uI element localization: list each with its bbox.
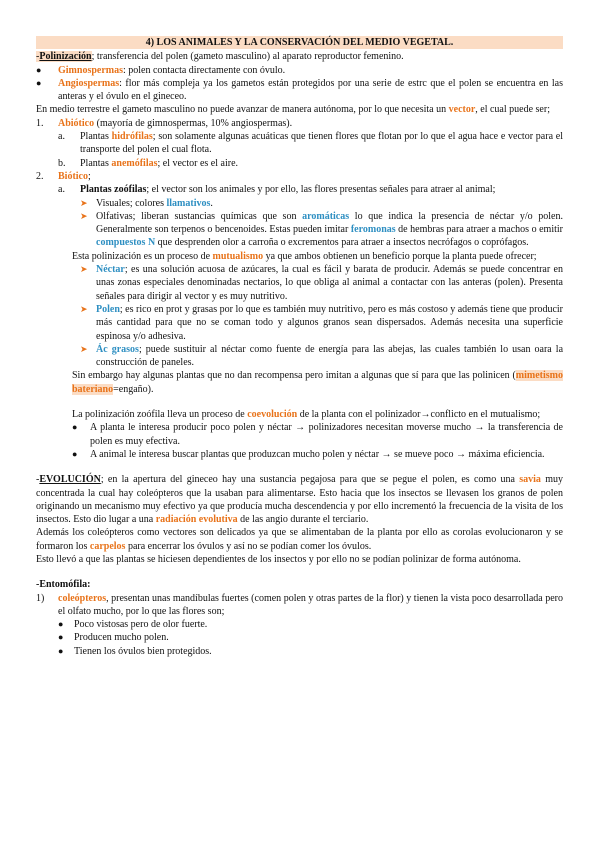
radiation-term: radiación evolutiva	[155, 514, 238, 526]
dependence-paragraph: Esto llevó a que las plantas se hiciesen dependientes de los insectos y por ello no se podían polinizar de forma autónoma.	[36, 553, 521, 565]
arrowhead-icon: ➤	[80, 197, 88, 208]
angiosperm-term: Angiospermas	[58, 77, 120, 89]
evolution-term: EVOLUCIÓN	[39, 474, 101, 486]
zoophilous-term: Plantas zoófilas	[80, 184, 147, 196]
pollination-dash: -	[36, 51, 40, 63]
animal-interest-item: ● A animal le interesa buscar plantas que produzcan mucho polen y néctar → se mueve poco → máxima eficiencia.	[72, 448, 545, 460]
deception-paragraph: Sin embargo hay algunas plantas que no dan recompensa pero imitan a algunas que sí para que las polinicen (mimetismo bateriano=engaño).	[72, 370, 563, 395]
bullet-dot-icon: ●	[72, 422, 78, 433]
gymnosperm-text: : polen contacta directamente con óvulo.	[123, 64, 286, 76]
nectar-term: Néctar	[96, 264, 125, 276]
plant-interest-item: ● A planta le interesa producir poco polen y néctar → polinizadores necesitan moverse mucho → la transferencia de polen es muy efectiva.	[72, 422, 563, 447]
hydrophilous-item: a. Plantas hidrófilas; son solamente algunas acuáticas que tienen flores que flotan por lo que el agua hace e vector para el transporte del polen el cual flota.	[58, 131, 563, 156]
beetles-item: 1) coleópteros, presentan unas mandíbulas fuertes (comen polen y otras partes de la flor) y tienen la vista poco desarrollada pero el olfato mucho, por lo que las flores son;	[36, 592, 563, 617]
arrowhead-icon: ➤	[80, 303, 88, 314]
biotic-term: Biótico	[58, 170, 88, 182]
abiotic-item: 1. Abiótico (mayoría de gimnospermas, 10% angiospermas).	[36, 117, 293, 129]
vector-paragraph: En medio terrestre el gameto masculino no puede avanzar de manera autónoma, por lo que necesita un vector, el cual puede ser;	[36, 104, 550, 116]
bullet-dot-icon: ●	[58, 619, 64, 630]
biotic-item: 2. Biótico;	[36, 170, 91, 182]
coevolution-term: coevolución	[247, 409, 298, 421]
carpels-term: carpelos	[89, 540, 126, 552]
bullet-dot-icon: ●	[36, 64, 42, 75]
list-letter: a.	[58, 131, 65, 143]
coevolution-paragraph: La polinización zoófila lleva un proceso de coevolución de la planta con el polinizador→conflicto en el mutualismo;	[72, 409, 541, 421]
aromaticas-term: aromáticas	[302, 210, 350, 222]
trait-item: ● Tienen los óvulos bien protegidos.	[58, 645, 212, 657]
savia-term: savia	[519, 474, 541, 486]
trait-item: ● Poco vistosas pero de olor fuerte.	[58, 619, 208, 631]
evolution-paragraph: -EVOLUCIÓN; en la apertura del gineceo hay una sustancia pegajosa para que se pegue el polen, es como una savia muy concentrada la cual hay coleópteros que la usaban para alimentarse. Esto hacia que los insectos se llevasen los granos de polen originando un mecanismo muy efectivo ya que producía mucha descendencia y por ello incrementó la frecuencia de la visita de los insectos. Esto dio lugar a una radiación evolutiva de las angio durante el terciario.	[36, 474, 563, 526]
pollination-text: ; transferencia del polen (gameto masculino) al aparato reproductor femenino.	[91, 51, 404, 63]
section-title: 4) LOS ANIMALES Y LA CONSERVACIÓN DEL MEDIO VEGETAL.	[36, 36, 563, 49]
beetle-vector-paragraph: Además los coleópteros como vectores son delicados ya que se alimentaban de la planta por ello as corolas evolucionaron y se formaron los carpelos para encerrar los óvulos y así no se podían comer los óvulos.	[36, 527, 563, 552]
list-letter: a.	[58, 184, 65, 196]
fatty-acids-term: Ác grasos	[96, 343, 139, 355]
list-number: 1.	[36, 117, 44, 129]
angiosperm-text: : flor más compleja ya los gametos están protegidos por una serie de estrc que el polen se encuentra en las anteras y el óvulo en el gineceo.	[58, 77, 563, 103]
list-letter: b.	[58, 157, 66, 169]
mutualism-paragraph: Esta polinización es un proceso de mutualismo ya que ambos obtienen un beneficio porque la planta puede ofrecer;	[72, 250, 537, 262]
mutualism-term: mutualismo	[212, 250, 264, 262]
hydrophilous-term: hidrófilas	[111, 131, 153, 143]
entomophily-heading: -Entomófila:	[36, 579, 91, 591]
bullet-dot-icon: ●	[36, 77, 42, 88]
vector-term: vector	[448, 104, 476, 116]
olfactory-signal-item: ➤ Olfativas; liberan sustancias químicas que son aromáticas lo que indica la presencia de néctar y/o polen. Generalmente son terpenos o bencenoides. Estas pueden imitar feromonas de hembras para atraer a machos o emitir compuestos N que desprenden olor a carroña o excrementos para atraer a insectos necrófagos o coprófagos.	[80, 210, 563, 249]
gymnosperm-term: Gimnospermas	[58, 64, 123, 76]
abiotic-term: Abiótico	[58, 117, 95, 129]
fatty-acids-item: ➤ Ác grasos; puede sustituir al néctar como fuente de energía para las abejas, las cuales también lo usan oara la construcción de paneles.	[80, 343, 564, 369]
anemophilous-item: b. Plantas anemófilas; el vector es el aire.	[58, 157, 239, 169]
bullet-dot-icon: ●	[58, 645, 64, 656]
feromonas-term: feromonas	[350, 224, 396, 236]
zoophilous-item: a. Plantas zoófilas; el vector son los animales y por ello, las flores presentas señales para atraer al animal;	[58, 184, 496, 196]
arrowhead-icon: ➤	[80, 264, 88, 275]
list-number: 2.	[36, 170, 44, 182]
pollination-term: Polinización	[39, 51, 92, 63]
visual-signal-item: ➤ Visuales; colores llamativos.	[80, 197, 213, 209]
pollen-term: Polen	[96, 303, 120, 315]
list-number: 1)	[36, 592, 45, 604]
beetles-term: coleópteros	[58, 592, 107, 604]
angiosperm-item	[36, 77, 563, 104]
batesian-mimicry-term: mimetismo bateriano	[72, 370, 563, 395]
compuestos-n-term: compuestos N	[96, 237, 156, 249]
nectar-item: ➤ Néctar; es una solución acuosa de azúcares, la cual es fácil y barata de producir. Además se puede concentrar en unas zonas especiales denominadas nectarios, lo que obliga al animal a contactar con las anteras (polen). Presenta señales para dirigir al vector y es muy nutritivo.	[80, 264, 563, 302]
bullet-dot-icon: ●	[58, 632, 64, 643]
trait-item: ● Producen mucho polen.	[58, 632, 169, 644]
pollen-item: ➤ Polen; es rico en prot y grasas por lo que es también muy nutritivo, pero es más costoso y además tiene que producir más cantidad para que no se coman todo y algunos granos sean dispersados. Además necesita una superficie espinosa y/o adhesiva.	[80, 303, 563, 342]
arrowhead-icon: ➤	[80, 343, 88, 354]
arrowhead-icon: ➤	[80, 210, 88, 221]
llamativos-term: llamativos	[166, 197, 211, 209]
bullet-dot-icon: ●	[72, 448, 78, 459]
anemophilous-term: anemófilas	[111, 157, 158, 169]
gymnosperm-item	[36, 64, 563, 77]
pollination-definition	[36, 50, 563, 63]
